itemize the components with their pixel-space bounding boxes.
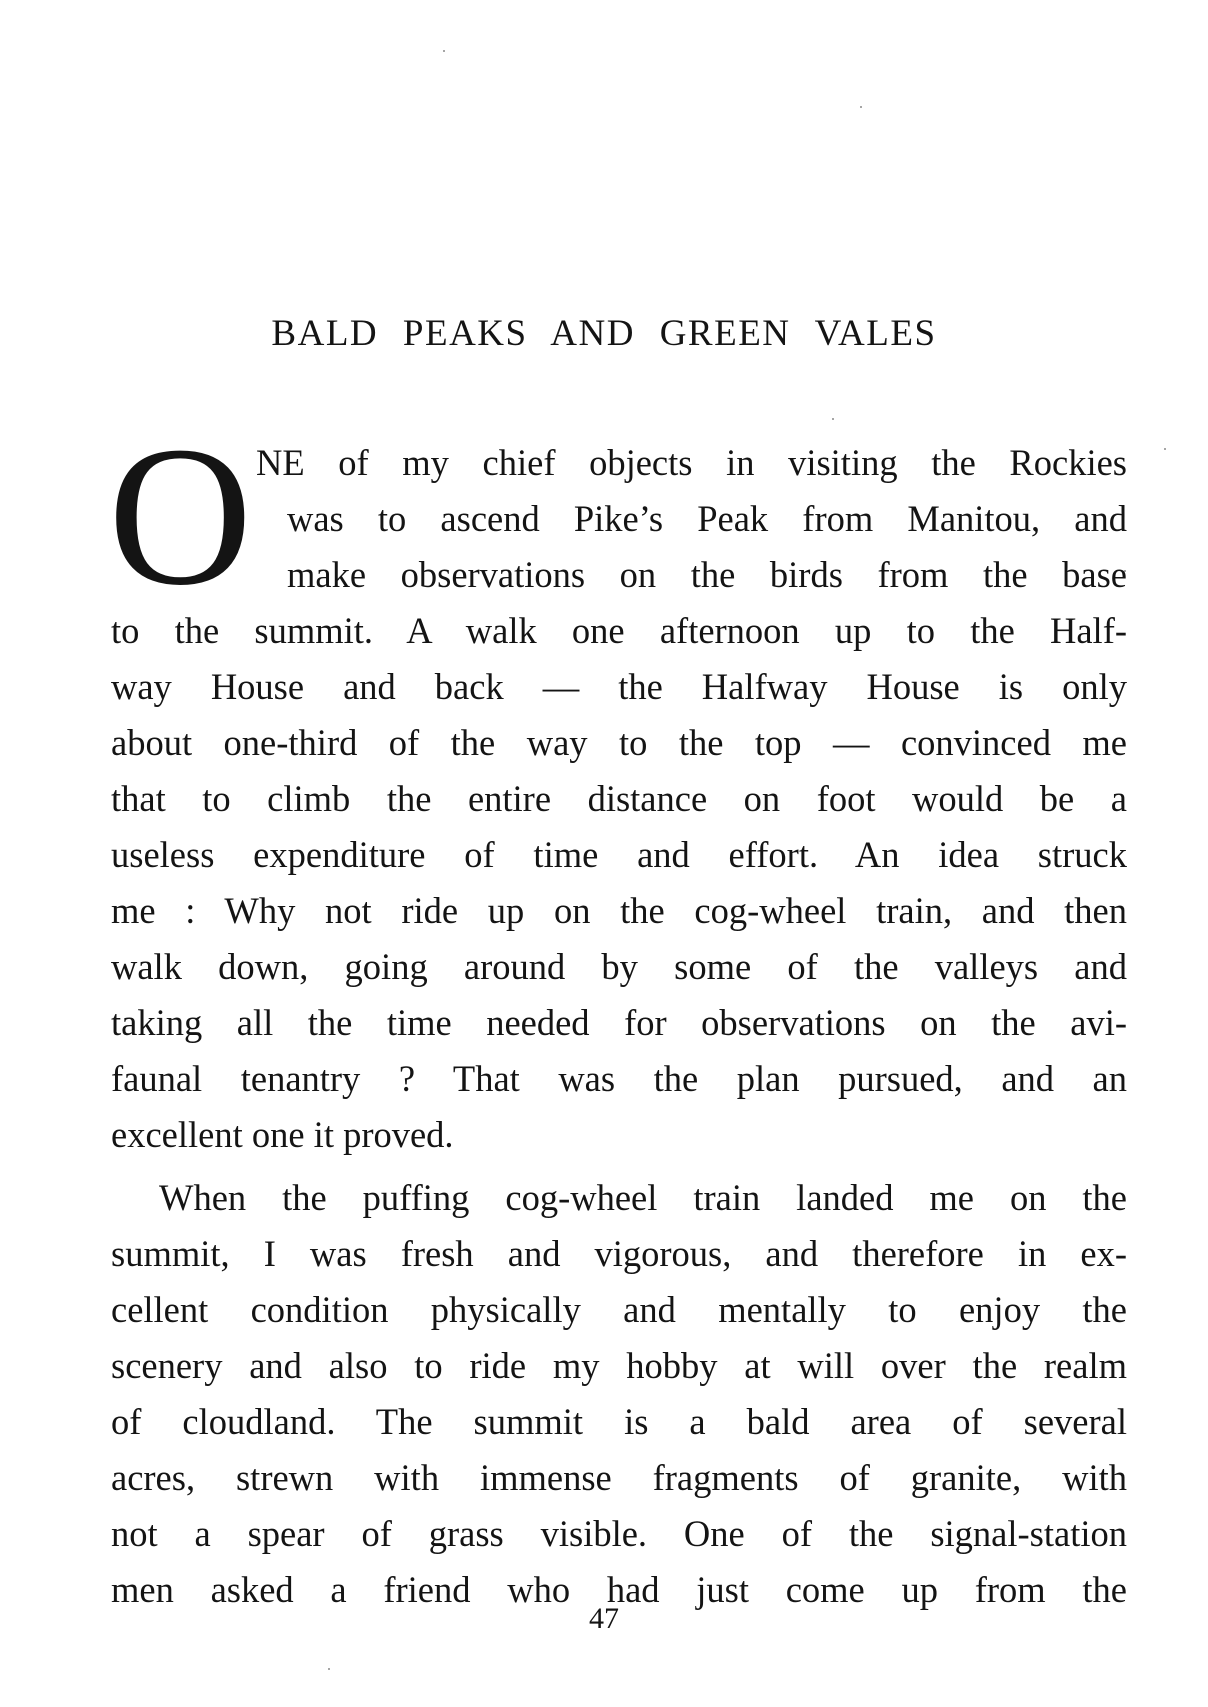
text-line: not a spear of grass visible. One of the signal-station <box>111 1513 1127 1554</box>
text-line: cellent condition physically and mentally to enjoy the <box>111 1289 1127 1330</box>
text-line: taking all the time needed for observations on the avi- <box>111 1002 1127 1043</box>
text-line: to the summit. A walk one afternoon up to the Half- <box>111 610 1127 651</box>
text-line: walk down, going around by some of the valleys and <box>111 946 1127 987</box>
text-line: faunal tenantry ? That was the plan pursued, and an <box>111 1058 1127 1099</box>
text-line: When the puffing cog-wheel train landed me on the <box>159 1177 1127 1218</box>
paper-speck <box>328 1668 330 1670</box>
chapter-title: BALD PEAKS AND GREEN VALES <box>271 313 937 354</box>
text-line: acres, strewn with immense fragments of granite, with <box>111 1457 1127 1498</box>
text-line: that to climb the entire distance on foot would be a <box>111 778 1127 819</box>
text-line: me : Why not ride up on the cog-wheel train, and then <box>111 890 1127 931</box>
text-line: about one-third of the way to the top — convinced me <box>111 722 1127 763</box>
text-line: useless expenditure of time and effort. An idea struck <box>111 834 1127 875</box>
text-line: scenery and also to ride my hobby at will over the realm <box>111 1345 1127 1386</box>
text-line: excellent one it proved. <box>111 1114 454 1155</box>
text-line: summit, I was fresh and vigorous, and therefore in ex- <box>111 1233 1127 1274</box>
text-line: make observations on the birds from the base <box>287 554 1127 595</box>
text-line: NE of my chief objects in visiting the Rockies <box>256 442 1127 483</box>
paper-speck <box>860 106 862 108</box>
text-line: of cloudland. The summit is a bald area of several <box>111 1401 1127 1442</box>
paper-speck <box>443 50 445 52</box>
page-number: 47 <box>589 1602 619 1635</box>
drop-cap-initial: O <box>108 406 253 627</box>
paragraph-2 <box>111 1170 1127 1618</box>
paper-speck <box>832 418 834 420</box>
text-line: was to ascend Pike’s Peak from Manitou, and <box>287 498 1127 539</box>
paper-speck <box>1164 448 1166 450</box>
paragraph-1 <box>111 435 1127 1163</box>
text-line: way House and back — the Halfway House is only <box>111 666 1127 707</box>
text-line: men asked a friend who had just come up from the <box>111 1569 1127 1610</box>
